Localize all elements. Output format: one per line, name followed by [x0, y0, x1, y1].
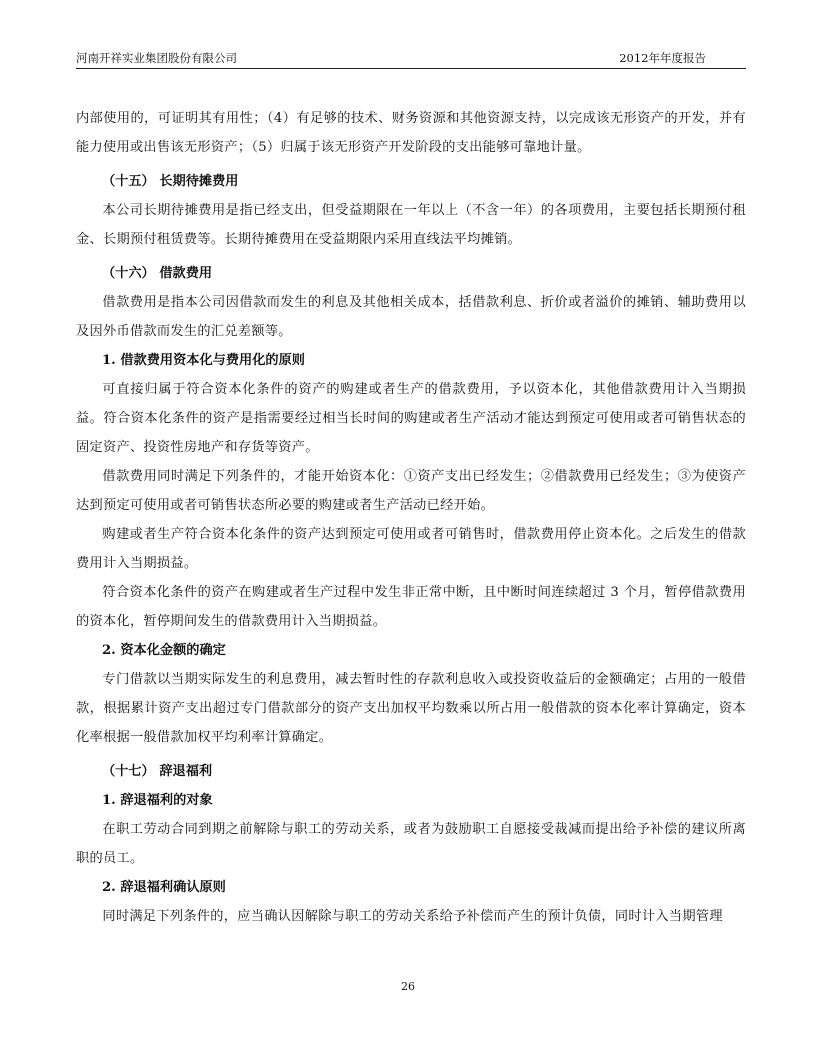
subsection-heading: 1. 借款费用资本化与费用化的原则 [102, 353, 305, 368]
page-header [76, 50, 746, 69]
paragraph: 购建或者生产符合资本化条件的资产达到预定可使用或者可销售时，借款费用停止资本化。之后发生的借款费用计入当期损益。 [76, 527, 746, 571]
paragraph: 在职工劳动合同到期之前解除与职工的劳动关系，或者为鼓励职工自愿接受裁减而提出给予补偿的建议所离职的员工。 [76, 822, 746, 866]
page-content [76, 104, 746, 931]
section-heading: （十六） 借款费用 [102, 266, 213, 281]
page-number: 26 [401, 980, 415, 993]
paragraph: 同时满足下列条件的，应当确认因解除与职工的劳动关系给予补偿而产生的预计负债，同时计入当期管理 [102, 909, 723, 924]
paragraph: 借款费用是指本公司因借款而发生的利息及其他相关成本，括借款利息、折价或者溢价的摊销、辅助费用以及因外币借款而发生的汇兑差额等。 [76, 295, 746, 339]
subsection-heading: 2. 辞退福利确认原则 [102, 880, 226, 895]
section-heading: （十七） 辞退福利 [102, 764, 213, 779]
section-heading: （十五） 长期待摊费用 [102, 174, 239, 189]
header-company: 河南开祥实业集团股份有限公司 [76, 51, 237, 65]
paragraph: 符合资本化条件的资产在购建或者生产过程中发生非正常中断，且中断时间连续超过 3 个月，暂停借款费用的资本化，暂停期间发生的借款费用计入当期损益。 [76, 585, 746, 629]
subsection-heading: 1. 辞退福利的对象 [102, 793, 213, 808]
paragraph: 可直接归属于符合资本化条件的资产的购建或者生产的借款费用，予以资本化，其他借款费用计入当期损益。符合资本化条件的资产是指需要经过相当长时间的购建或者生产活动才能达到预定可使用或者可销售状态的固定资产、投资性房地产和存货等资产。 [76, 382, 746, 455]
paragraph: 专门借款以当期实际发生的利息费用，减去暂时性的存款利息收入或投资收益后的金额确定；占用的一般借款，根据累计资产支出超过专门借款部分的资产支出加权平均数乘以所占用一般借款的资本化率计算确定，资本化率根据一般借款加权平均利率计算确定。 [76, 672, 746, 745]
paragraph: 内部使用的，可证明其有用性；（4）有足够的技术、财务资源和其他资源支持，以完成该无形资产的开发，并有能力使用或出售该无形资产；（5）归属于该无形资产开发阶段的支出能够可靠地计量。 [76, 111, 746, 155]
paragraph: 借款费用同时满足下列条件的，才能开始资本化：①资产支出已经发生；②借款费用已经发生；③为使资产达到预定可使用或者可销售状态所必要的购建或者生产活动已经开始。 [76, 469, 746, 513]
paragraph: 本公司长期待摊费用是指已经支出，但受益期限在一年以上（不含一年）的各项费用，主要包括长期预付租金、长期预付租赁费等。长期待摊费用在受益期限内采用直线法平均摊销。 [76, 203, 746, 247]
header-report-title: 2012年年度报告 [619, 51, 706, 65]
subsection-heading: 2. 资本化金额的确定 [102, 643, 226, 658]
